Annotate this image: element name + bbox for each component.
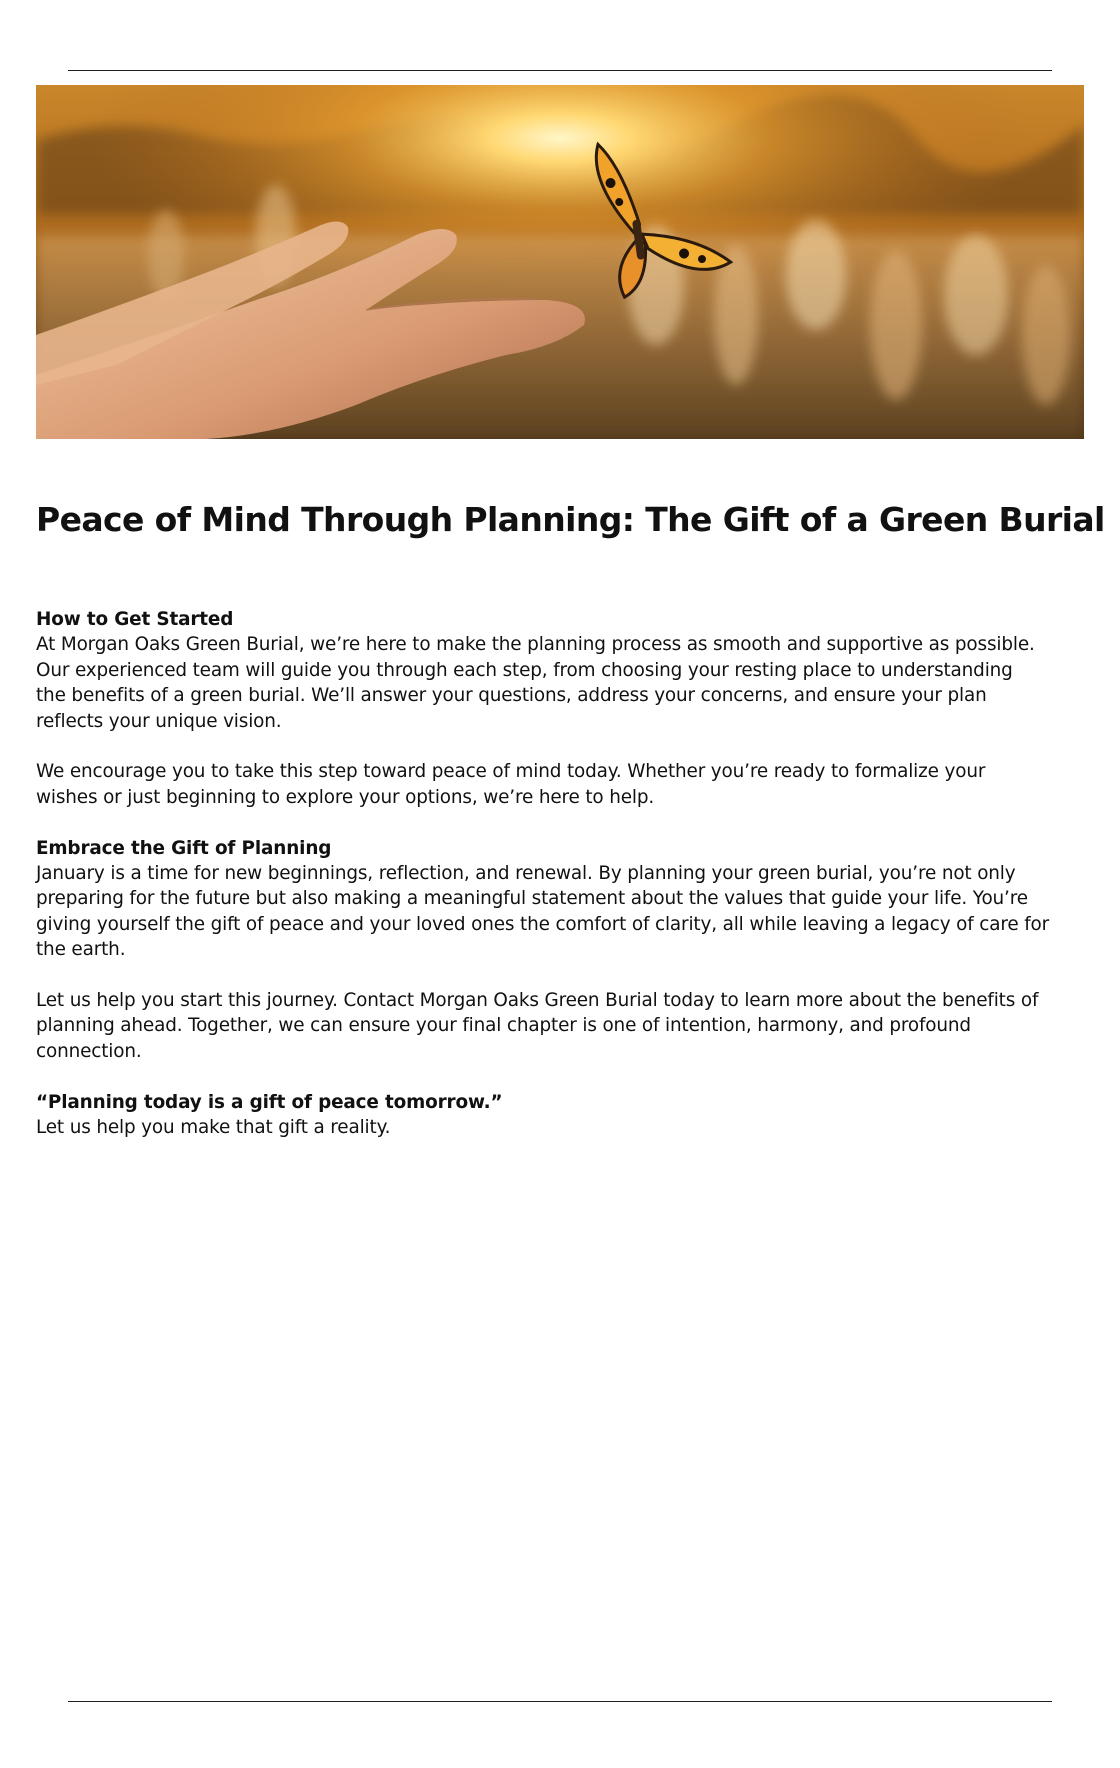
closing-line: Let us help you make that gift a reality. (36, 1117, 391, 1139)
bottom-divider (68, 1701, 1052, 1702)
page-title: Peace of Mind Through Planning: The Gift of a Green Burial (36, 500, 1105, 539)
top-divider (68, 70, 1052, 71)
paragraph: We encourage you to take this step toward peace of mind today. Whether you’re ready to formalize your wishes or just beginning to explore your options, we’re here to help. (36, 761, 986, 808)
paragraph: January is a time for new beginnings, reflection, and renewal. By planning your green burial, you’re not only preparing for the future but also making a meaningful statement about the values that guide your life. You’re giving yourself the gift of peace and your loved ones the comfort of clarity, all while leaving a legacy of care for the earth. (36, 863, 1050, 961)
section-heading: Embrace the Gift of Planning (36, 837, 332, 859)
closing-quote: “Planning today is a gift of peace tomorrow.” (36, 1091, 503, 1113)
hero-image (36, 85, 1084, 439)
closing (36, 1090, 1086, 1141)
section-how-to-get-started (36, 607, 1086, 734)
butterfly-hands-sunset-image (36, 85, 1084, 439)
section-embrace-the-gift (36, 836, 1086, 963)
section-heading: How to Get Started (36, 609, 234, 630)
paragraph: At Morgan Oaks Green Burial, we’re here to make the planning process as smooth and supportive as possible. Our experienced team will guide you through each step, from choosing your resting place to understanding the benefits of a green burial. We’ll answer your questions, address your concerns, and ensure your plan reflects your unique vision. (36, 634, 1035, 732)
article-body (36, 607, 1086, 1166)
paragraph: Let us help you start this journey. Contact Morgan Oaks Green Burial today to learn more about the benefits of planning ahead. Together, we can ensure your final chapter is one of intention, harmony, and profound connection. (36, 990, 1039, 1062)
